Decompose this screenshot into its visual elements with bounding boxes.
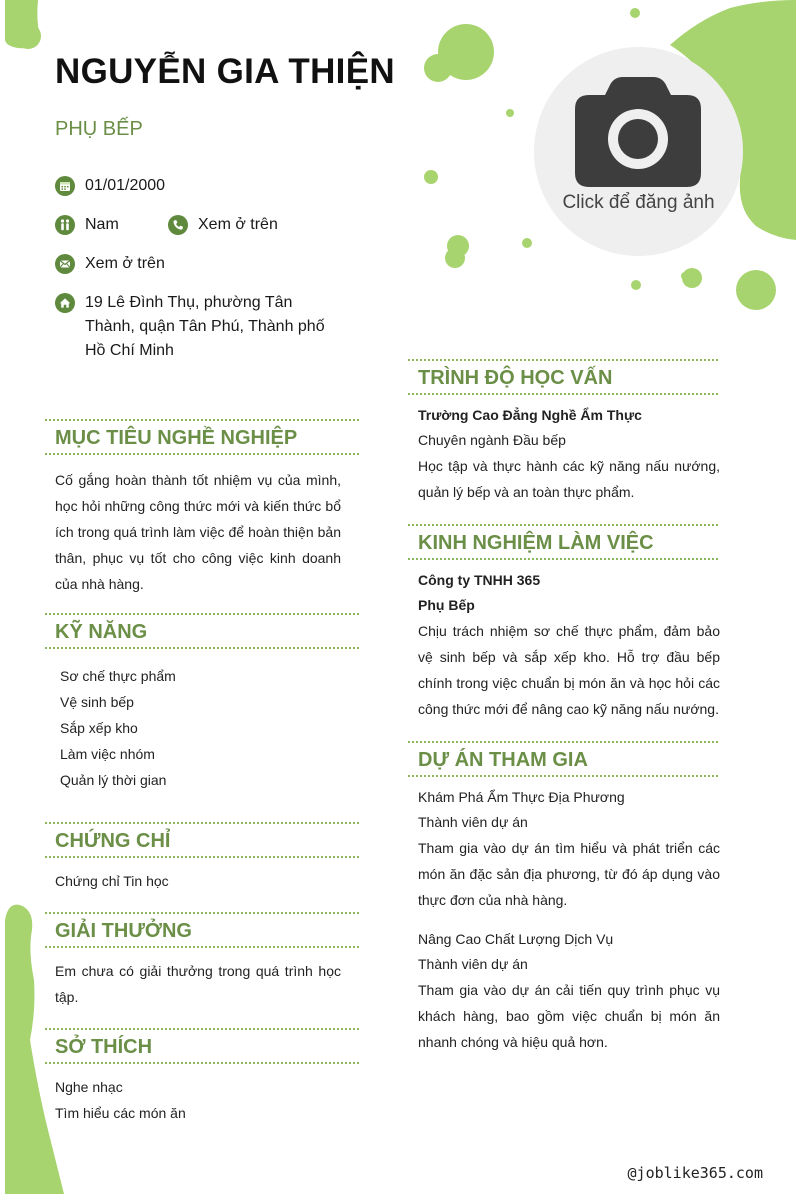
experience-header xyxy=(408,524,718,560)
camera-icon xyxy=(575,77,701,187)
education-section xyxy=(408,359,718,505)
phone-value: Xem ở trên xyxy=(198,216,278,233)
education-title: TRÌNH ĐỘ HỌC VẤN xyxy=(418,367,613,389)
project-name: Khám Phá Ẩm Thực Địa Phương xyxy=(418,789,625,805)
project-description: Tham gia vào dự án cải tiến quy trình phục vụ khách hàng, bao gồm việc chuẩn bị món ăn nhanh chóng và hiệu quả hơn. xyxy=(418,982,720,1050)
project-item xyxy=(418,785,720,913)
education-major: Chuyên ngành Đầu bếp xyxy=(418,432,566,448)
projects-section xyxy=(408,741,718,1055)
skill-item: Quản lý thời gian xyxy=(60,772,167,788)
skills-header xyxy=(45,613,359,649)
email-icon xyxy=(55,254,75,274)
objective-text: Cố gắng hoàn thành tốt nhiệm vụ của mình, học hỏi những công thức mới và kiến thức bổ ích trong quá trình làm việc để hoàn thiện bản thân, phục vụ tốt cho công việc kinh doanh của nhà hàng. xyxy=(55,472,341,592)
skills-title: KỸ NĂNG xyxy=(55,621,148,643)
skill-item: Vệ sinh bếp xyxy=(60,694,134,710)
experience-company: Công ty TNHH 365 xyxy=(418,572,541,588)
project-name: Nâng Cao Chất Lượng Dịch Vụ xyxy=(418,931,614,947)
photo-upload-placeholder[interactable] xyxy=(534,47,743,256)
project-item xyxy=(418,927,720,1055)
experience-title: KINH NGHIỆM LÀM VIỆC xyxy=(418,532,654,554)
calendar-icon xyxy=(55,176,75,196)
photo-upload-label: Click để đăng ảnh xyxy=(562,192,715,213)
awards-title: GIẢI THƯỞNG xyxy=(55,920,192,942)
project-role: Thành viên dự án xyxy=(418,956,528,972)
project-description: Tham gia vào dự án tìm hiểu và phát triển các món ăn đặc sản địa phương, từ đó áp dụng vào thực đơn của nhà hàng. xyxy=(418,840,720,908)
education-description: Học tập và thực hành các kỹ năng nấu nướng, quản lý bếp và an toàn thực phẩm. xyxy=(418,458,720,500)
job-position: PHỤ BẾP xyxy=(55,118,143,140)
hobbies-section xyxy=(45,1028,359,1126)
certificates-section xyxy=(45,822,359,894)
certificates-header xyxy=(45,822,359,858)
objective-title: MỤC TIÊU NGHỀ NGHIỆP xyxy=(55,427,298,449)
candidate-name: NGUYỄN GIA THIỆN xyxy=(55,52,395,91)
awards-section xyxy=(45,912,359,1010)
birthday-row xyxy=(55,174,165,198)
skill-item: Sơ chế thực phẩm xyxy=(60,668,176,684)
skills-section xyxy=(45,613,359,793)
certificate-item: Chứng chỉ Tin học xyxy=(55,873,169,889)
awards-text: Em chưa có giải thưởng trong quá trình học tập. xyxy=(55,963,341,1005)
top-left-blob-decoration xyxy=(0,0,60,60)
education-school: Trường Cao Đẳng Nghề Ẩm Thực xyxy=(418,407,642,423)
address-value: 19 Lê Đình Thụ, phường Tân Thành, quận Tân Phú, Thành phố Hồ Chí Minh xyxy=(85,294,325,359)
projects-header xyxy=(408,741,718,777)
home-icon xyxy=(55,293,75,313)
hobby-item: Nghe nhạc xyxy=(55,1079,123,1095)
certificates-title: CHỨNG CHỈ xyxy=(55,830,171,852)
projects-title: DỰ ÁN THAM GIA xyxy=(418,749,588,771)
birthday-value: 01/01/2000 xyxy=(85,177,166,194)
gender-icon xyxy=(55,215,75,235)
skill-item: Sắp xếp kho xyxy=(60,720,138,736)
gender-row xyxy=(55,213,119,237)
education-header xyxy=(408,359,718,395)
footer-watermark: @joblike365.com xyxy=(627,1164,763,1182)
experience-role: Phụ Bếp xyxy=(418,597,475,613)
experience-section xyxy=(408,524,718,722)
skill-item: Làm việc nhóm xyxy=(60,746,155,762)
phone-row xyxy=(168,213,278,237)
address-row xyxy=(55,291,345,363)
email-value: Xem ở trên xyxy=(85,255,165,272)
hobbies-title: SỞ THÍCH xyxy=(55,1036,153,1058)
project-role: Thành viên dự án xyxy=(418,814,528,830)
phone-icon xyxy=(168,215,188,235)
experience-description: Chịu trách nhiệm sơ chế thực phẩm, đảm bảo vệ sinh bếp và sắp xếp kho. Hỗ trợ đầu bếp chính trong việc chuẩn bị món ăn và học hỏi các công thức mới để nâng cao kỹ năng nấu nướng. xyxy=(418,623,720,717)
hobbies-header xyxy=(45,1028,359,1064)
awards-header xyxy=(45,912,359,948)
email-row xyxy=(55,252,165,276)
hobby-item: Tìm hiểu các món ăn xyxy=(55,1105,186,1121)
objective-section xyxy=(45,419,359,597)
gender-value: Nam xyxy=(85,216,119,233)
objective-header xyxy=(45,419,359,455)
